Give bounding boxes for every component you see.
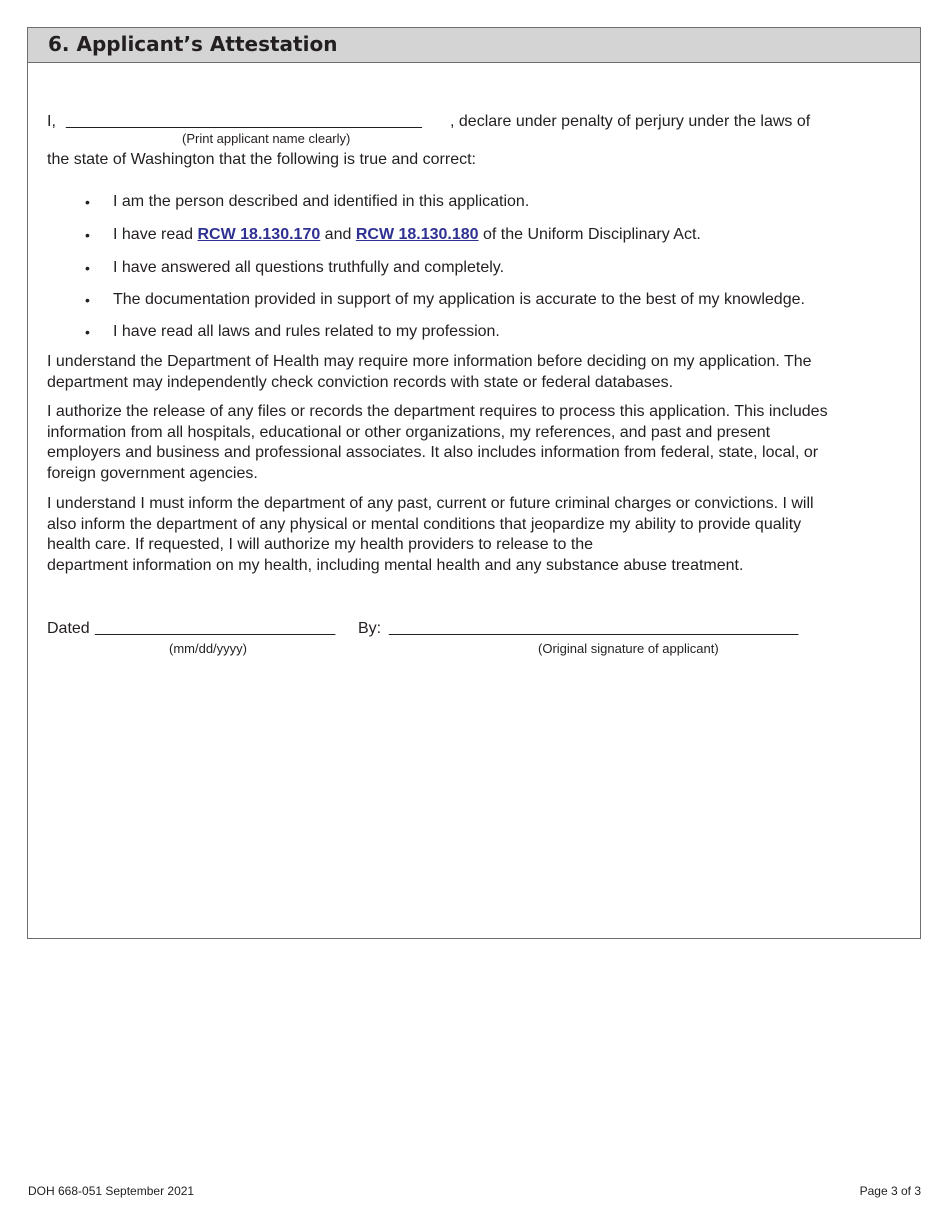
bullet-item-truthful: I have answered all questions truthfully and completely. — [113, 259, 505, 276]
by-label: By: — [358, 620, 382, 637]
date-format-caption: (mm/dd/yyyy) — [169, 641, 247, 656]
bullet-item-identity: I am the person described and identified in this application. — [113, 193, 530, 210]
bullet-rcw-pre: I have read — [113, 226, 198, 243]
rcw-18-130-170-link[interactable]: RCW 18.130.170 — [197, 226, 321, 243]
bullet-marker: • — [85, 194, 90, 210]
paragraph-line: department may independently check conviction records with state or federal databases. — [47, 373, 674, 391]
bullet-marker: • — [85, 292, 90, 308]
paragraph-line: employers and business and professional associates. It also includes information from federal, state, local, or — [47, 444, 819, 461]
dated-label: Dated — [47, 620, 90, 637]
paragraph-line: foreign government agencies. — [47, 464, 258, 482]
bullet-marker: • — [85, 260, 90, 276]
paragraph-line: I authorize the release of any files or records the department requires to process this application. This includes — [47, 403, 828, 420]
paragraph-line: health care. If requested, I will authorize my health providers to release to the — [47, 536, 594, 553]
bullet-item-rcw — [113, 225, 701, 245]
section-header — [28, 28, 920, 63]
rcw-18-130-180-link[interactable]: RCW 18.130.180 — [355, 226, 479, 243]
signature-field[interactable]: ______________________________________________ — [389, 619, 799, 636]
applicant-name-field[interactable]: ________________________________________ — [66, 112, 422, 129]
paragraph-line: also inform the department of any physical or mental conditions that jeopardize my ability to provide quality — [47, 515, 802, 533]
bullet-marker: • — [85, 227, 90, 243]
form-identifier: DOH 668-051 September 2021 — [28, 1184, 195, 1198]
bullet-item-laws: I have read all laws and rules related to my profession. — [113, 323, 500, 340]
signature-caption: (Original signature of applicant) — [538, 641, 719, 656]
bullet-marker: • — [85, 324, 90, 340]
date-field[interactable]: ___________________________ — [95, 619, 336, 636]
paragraph-line: I understand I must inform the department of any past, current or future criminal charges or convictions. I will — [47, 495, 814, 512]
bullet-rcw-post: of the Uniform Disciplinary Act. — [478, 226, 701, 243]
paragraph-authorize-release — [47, 402, 897, 484]
applicant-name-caption: (Print applicant name clearly) — [182, 131, 351, 146]
paragraph-more-information — [47, 352, 897, 393]
page-number: Page 3 of 3 — [859, 1184, 921, 1198]
paragraph-line: department information on my health, including mental health and any substance abuse treatment. — [47, 556, 744, 574]
section-title: 6. Applicant’s Attestation — [48, 32, 338, 56]
paragraph-line: information from all hospitals, educational or other organizations, my references, and past and present — [47, 423, 771, 441]
paragraph-inform-department — [47, 494, 897, 576]
declaration-prefix: I, — [47, 113, 56, 130]
bullet-item-documentation: The documentation provided in support of my application is accurate to the best of my knowledge. — [113, 291, 805, 308]
declaration-continuation: the state of Washington that the following is true and correct: — [47, 151, 476, 168]
paragraph-line: I understand the Department of Health may require more information before deciding on my application. The — [47, 353, 812, 370]
declaration-suffix: , declare under penalty of perjury under the laws of — [450, 113, 811, 130]
bullet-rcw-mid: and — [320, 226, 356, 243]
